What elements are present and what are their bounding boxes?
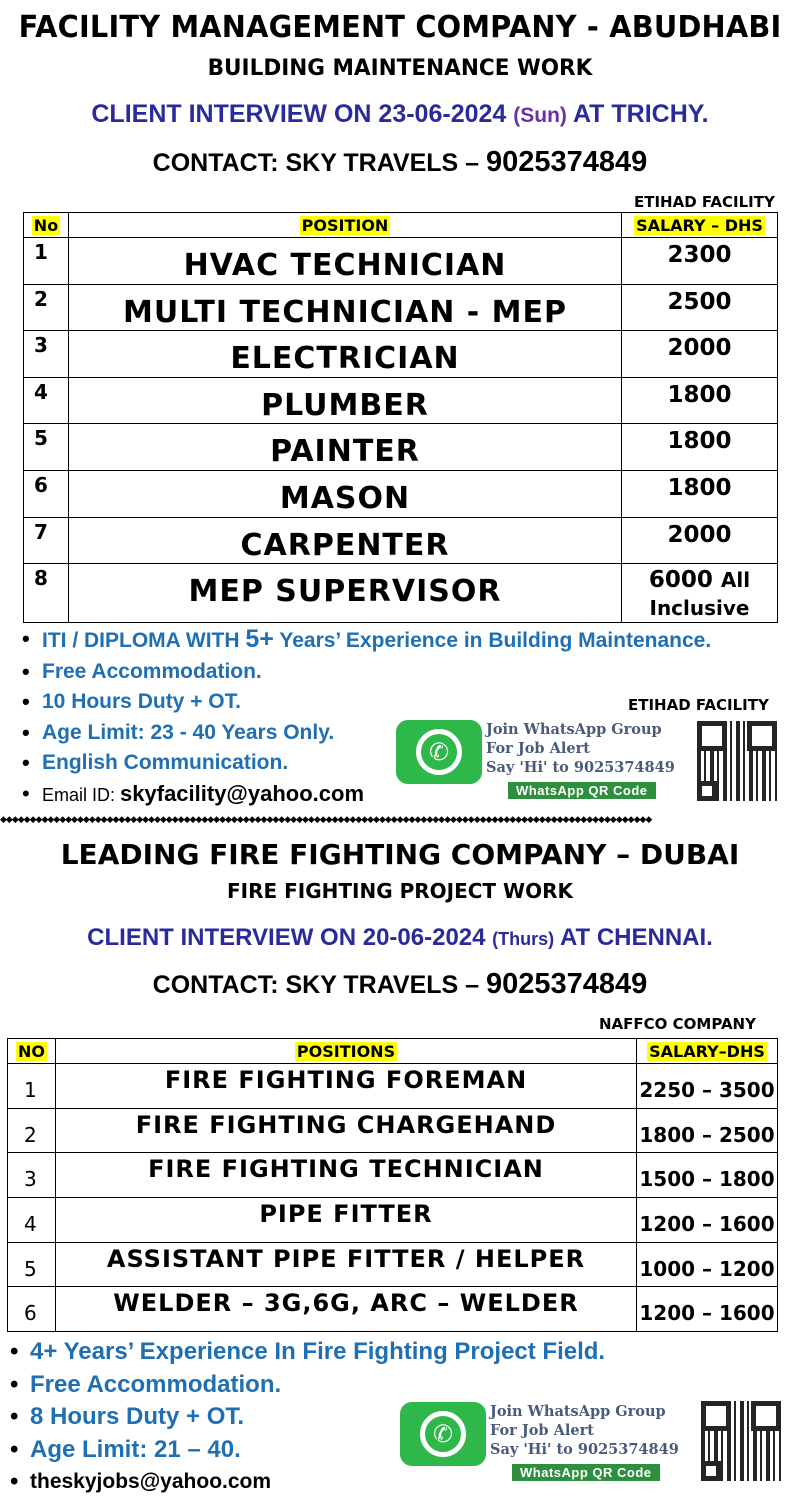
header-salary: SALARY–DHS: [637, 1039, 778, 1064]
row-position: ASSISTANT PIPE FITTER / HELPER: [56, 1242, 637, 1287]
section2-interview-prefix: CLIENT INTERVIEW ON 20-06-2024: [87, 924, 486, 951]
section1-facility-label-2: ETIHAD FACILITY: [628, 696, 769, 714]
row-salary: 2000: [622, 517, 778, 564]
section2-contact: [0, 968, 800, 1001]
row-no: 3: [24, 331, 69, 378]
bullet-text: 5+: [245, 625, 274, 653]
whatsapp-banner-2[interactable]: [400, 1402, 700, 1482]
section1-facility-label: ETIHAD FACILITY: [634, 193, 775, 211]
bullet-item: • English Communication.: [20, 748, 711, 779]
bullet-item: • Free Accommodation.: [20, 657, 711, 688]
bullet-item: [20, 624, 711, 657]
row-no: 7: [24, 517, 69, 564]
row-position: MEP SUPERVISOR: [69, 564, 622, 623]
section1-contact-phone: 9025374849: [486, 146, 648, 178]
row-no: 6: [8, 1287, 56, 1332]
whatsapp-qr-badge: WhatsApp QR Code: [512, 1464, 660, 1481]
whatsapp-text: Join WhatsApp Group For Job Alert Say 'Hi' to 9025374849: [486, 721, 675, 776]
row-salary-note: Inclusive: [649, 596, 750, 621]
row-position: CARPENTER: [69, 517, 622, 564]
row-position: MASON: [69, 470, 622, 517]
table-row: [8, 1153, 778, 1198]
section2-interview-day: (Thurs): [492, 929, 555, 949]
row-no: 6: [24, 470, 69, 517]
row-salary: 1800: [622, 470, 778, 517]
row-no: 1: [24, 238, 69, 285]
section2-table: [7, 1038, 778, 1332]
row-salary-value: 6000: [648, 567, 713, 594]
row-no: 5: [8, 1242, 56, 1287]
section1-contact-label: CONTACT: SKY TRAVELS –: [152, 149, 480, 177]
table-row: [8, 1108, 778, 1153]
table-row: [24, 517, 778, 564]
section-divider: ◆◆◆◆◆◆◆◆◆◆◆◆◆◆◆◆◆◆◆◆◆◆◆◆◆◆◆◆◆◆◆◆◆◆◆◆◆◆◆◆◆◆◆◆◆◆◆◆◆◆◆◆◆◆◆◆◆◆◆◆◆◆◆◆◆◆◆◆◆◆◆◆◆◆◆◆◆◆◆◆◆◆◆◆◆◆◆◆◆◆◆◆◆◆◆◆◆◆◆◆◆◆◆◆◆◆◆◆◆◆: [0, 815, 652, 825]
bullet-text: ITI / DIPLOMA WITH: [42, 629, 240, 652]
row-position: WELDER – 3G,6G, ARC – WELDER: [56, 1287, 637, 1332]
row-no: 4: [24, 377, 69, 424]
row-salary: 1000 – 1200: [637, 1242, 778, 1287]
bullet-item-email[interactable]: • theskyjobs@yahoo.com: [8, 1466, 605, 1496]
row-no: 5: [24, 424, 69, 471]
table-row: [8, 1242, 778, 1287]
row-salary: 1500 – 1800: [637, 1153, 778, 1198]
section2-contact-label: CONTACT: SKY TRAVELS –: [152, 971, 480, 999]
section1-interview-prefix: CLIENT INTERVIEW ON 23-06-2024: [91, 100, 507, 128]
qr-code-icon: [701, 1401, 781, 1481]
row-no: 1: [8, 1064, 56, 1109]
row-no: 8: [24, 564, 69, 623]
row-salary: [622, 564, 778, 623]
table-header-row: [24, 213, 778, 238]
whatsapp-qr-badge: WhatsApp QR Code: [508, 782, 656, 799]
header-position: POSITIONS: [56, 1039, 637, 1064]
bullet-item: • 8 Hours Duty + OT.: [8, 1401, 605, 1434]
table-row: [8, 1064, 778, 1109]
whatsapp-logo-icon: ✆: [396, 720, 482, 784]
row-salary: 1200 – 1600: [637, 1287, 778, 1332]
section2-contact-phone: 9025374849: [486, 968, 648, 1000]
bullet-item: • Age Limit: 23 - 40 Years Only.: [20, 718, 711, 749]
row-salary: 2500: [622, 284, 778, 331]
section1-contact: [0, 146, 800, 179]
section1-title: FACILITY MANAGEMENT COMPANY - ABUDHABI: [18, 10, 782, 45]
row-no: 2: [24, 284, 69, 331]
row-salary: 1200 – 1600: [637, 1198, 778, 1243]
table-header-row: [8, 1039, 778, 1064]
row-position: FIRE FIGHTING TECHNICIAN: [56, 1153, 637, 1198]
qr-code-icon: [697, 721, 777, 801]
section1-interview: [0, 100, 800, 129]
section2-subtitle: FIRE FIGHTING PROJECT WORK: [227, 879, 573, 903]
email-label: Email ID:: [42, 784, 116, 805]
table-row: [24, 377, 778, 424]
row-position: PAINTER: [69, 424, 622, 471]
row-position: PLUMBER: [69, 377, 622, 424]
row-salary-note: All: [720, 568, 751, 593]
header-position: POSITION: [69, 213, 622, 238]
whatsapp-banner-1[interactable]: [396, 720, 696, 800]
section1-interview-day: (Sun): [513, 104, 567, 127]
row-salary: 2250 – 3500: [637, 1064, 778, 1109]
email-link[interactable]: skyfacility@yahoo.com: [120, 780, 365, 806]
bullet-item: • Free Accommodation.: [8, 1369, 605, 1402]
table-row: [24, 238, 778, 285]
table-row: [24, 424, 778, 471]
row-salary: 2300: [622, 238, 778, 285]
bullet-item: • Age Limit: 21 – 40.: [8, 1434, 605, 1467]
table-row: [24, 564, 778, 623]
row-no: 3: [8, 1153, 56, 1198]
whatsapp-text: Join WhatsApp Group For Job Alert Say 'Hi' to 9025374849: [490, 1403, 679, 1458]
header-no: No: [24, 213, 69, 238]
row-position: PIPE FITTER: [56, 1198, 637, 1243]
row-position: MULTI TECHNICIAN - MEP: [69, 284, 622, 331]
row-position: HVAC TECHNICIAN: [69, 238, 622, 285]
whatsapp-logo-icon: ✆: [400, 1402, 486, 1466]
table-row: [24, 331, 778, 378]
row-no: 2: [8, 1108, 56, 1153]
row-position: FIRE FIGHTING CHARGEHAND: [56, 1108, 637, 1153]
bullet-item: • 4+ Years’ Experience In Fire Fighting Project Field.: [8, 1336, 605, 1369]
section2-company-label: NAFFCO COMPANY: [599, 1015, 756, 1033]
section2-interview: [0, 924, 800, 952]
section1-interview-suffix: AT TRICHY.: [572, 100, 709, 128]
table-row: [24, 470, 778, 517]
row-salary: 1800: [622, 424, 778, 471]
header-no: NO: [8, 1039, 56, 1064]
row-salary: 1800: [622, 377, 778, 424]
section1-table: [23, 212, 778, 623]
section2-interview-suffix: AT CHENNAI.: [559, 924, 713, 951]
row-salary: 2000: [622, 331, 778, 378]
bullet-text: Years’ Experience in Building Maintenance.: [279, 629, 712, 652]
table-row: [8, 1287, 778, 1332]
row-position: ELECTRICIAN: [69, 331, 622, 378]
section1-subtitle: BUILDING MAINTENANCE WORK: [207, 56, 593, 81]
table-row: [8, 1198, 778, 1243]
bullet-item: • 10 Hours Duty + OT.: [20, 687, 711, 718]
section2-title: LEADING FIRE FIGHTING COMPANY – DUBAI: [60, 838, 740, 871]
row-no: 4: [8, 1198, 56, 1243]
row-position: FIRE FIGHTING FOREMAN: [56, 1064, 637, 1109]
row-salary: 1800 – 2500: [637, 1108, 778, 1153]
header-salary: SALARY – DHS: [622, 213, 778, 238]
table-row: [24, 284, 778, 331]
